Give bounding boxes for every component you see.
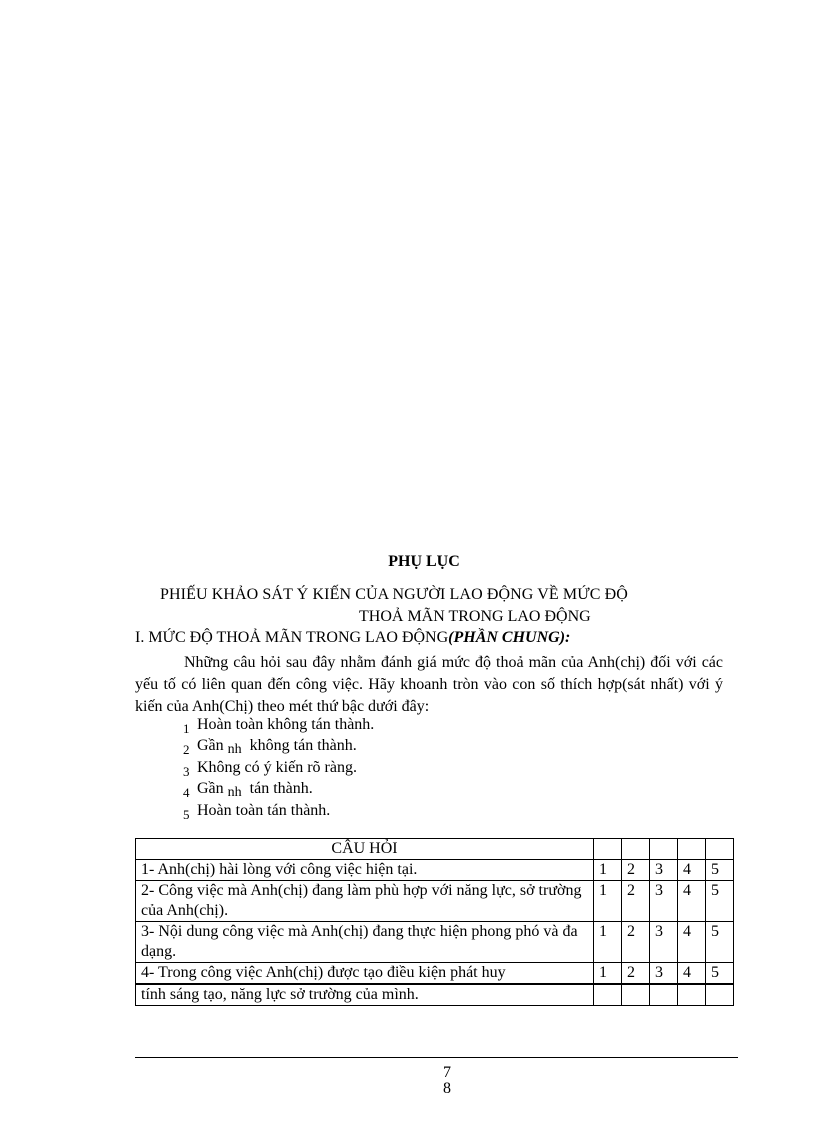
rating-cell-1[interactable]: 1 bbox=[594, 881, 622, 922]
scale-option-3: 3 Không có ý kiến rõ ràng. bbox=[183, 759, 357, 779]
rating-cell-3[interactable]: 3 bbox=[650, 860, 678, 881]
table-row bbox=[136, 881, 734, 922]
rating-cell-5[interactable]: 5 bbox=[706, 881, 734, 922]
scale-option-4: 4 Gần nh tán thành. bbox=[183, 780, 313, 800]
table-row bbox=[136, 963, 734, 985]
section-heading-text: I. MỨC ĐỘ THOẢ MÃN TRONG LAO ĐỘNG bbox=[135, 629, 449, 646]
table-row bbox=[136, 860, 734, 881]
rating-cell-2[interactable]: 2 bbox=[622, 922, 650, 963]
rating-cell-5[interactable]: 5 bbox=[706, 922, 734, 963]
rating-cell-5[interactable]: 5 bbox=[706, 963, 734, 985]
section-heading-emphasis: (PHẦN CHUNG): bbox=[448, 629, 571, 646]
rating-cell-4[interactable]: 4 bbox=[678, 963, 706, 985]
question-text: 4- Trong công việc Anh(chị) được tạo điều kiện phát huy bbox=[136, 963, 594, 985]
survey-table bbox=[135, 838, 734, 1006]
scale-option-5: 5 Hoàn toàn tán thành. bbox=[183, 802, 331, 822]
table-header-question: CÂU HỎI bbox=[136, 839, 594, 860]
question-text: 3- Nội dung công việc mà Anh(chị) đang thực hiện phong phó và đa dạng. bbox=[136, 922, 594, 963]
footer-divider bbox=[135, 1057, 738, 1058]
page-number-bottom: 8 bbox=[443, 1080, 451, 1097]
table-row bbox=[136, 922, 734, 963]
rating-cell-3[interactable]: 3 bbox=[650, 922, 678, 963]
question-text: 1- Anh(chị) hài lòng với công việc hiện tại. bbox=[136, 860, 594, 881]
rating-cell-4[interactable]: 4 bbox=[678, 881, 706, 922]
section-heading bbox=[135, 629, 570, 647]
rating-cell-1[interactable]: 1 bbox=[594, 860, 622, 881]
scale-option-1: 1 Hoàn toàn không tán thành. bbox=[183, 716, 375, 736]
table-row-continuation bbox=[136, 984, 734, 1006]
rating-cell-2[interactable]: 2 bbox=[622, 881, 650, 922]
page-title: PHỤ LỤC bbox=[388, 553, 460, 570]
intro-paragraph bbox=[135, 652, 723, 718]
question-text: 2- Công việc mà Anh(chị) đang làm phù hợp với năng lực, sở trường của Anh(chị). bbox=[136, 881, 594, 922]
scale-option-2: 2 Gần nh không tán thành. bbox=[183, 737, 357, 757]
rating-cell-1[interactable]: 1 bbox=[594, 922, 622, 963]
table-header-row bbox=[136, 839, 734, 860]
rating-cell-3[interactable]: 3 bbox=[650, 881, 678, 922]
rating-cell-4[interactable]: 4 bbox=[678, 922, 706, 963]
survey-title-line2: THOẢ MÃN TRONG LAO ĐỘNG bbox=[359, 608, 591, 625]
page-number-top: 7 bbox=[443, 1064, 451, 1081]
rating-cell-3[interactable]: 3 bbox=[650, 963, 678, 985]
rating-cell-2[interactable]: 2 bbox=[622, 963, 650, 985]
question-text-continuation: tính sáng tạo, năng lực sở trường của mình. bbox=[136, 984, 594, 1006]
intro-text: Những câu hỏi sau đây nhằm đánh giá mức độ thoả mãn của Anh(chị) đối với các yếu tố có liên quan đến công việc. Hãy khoanh tròn vào con số thích hợp(sát nhất) với ý kiến của Anh(Chị) theo mét thứ bậc dưới đây: bbox=[135, 654, 723, 715]
rating-cell-4[interactable]: 4 bbox=[678, 860, 706, 881]
rating-cell-1[interactable]: 1 bbox=[594, 963, 622, 985]
rating-cell-5[interactable]: 5 bbox=[706, 860, 734, 881]
rating-cell-2[interactable]: 2 bbox=[622, 860, 650, 881]
survey-title-line1: PHIẾU KHẢO SÁT Ý KIẾN CỦA NGƯỜI LAO ĐỘNG VỀ MỨC ĐỘ bbox=[160, 586, 628, 603]
